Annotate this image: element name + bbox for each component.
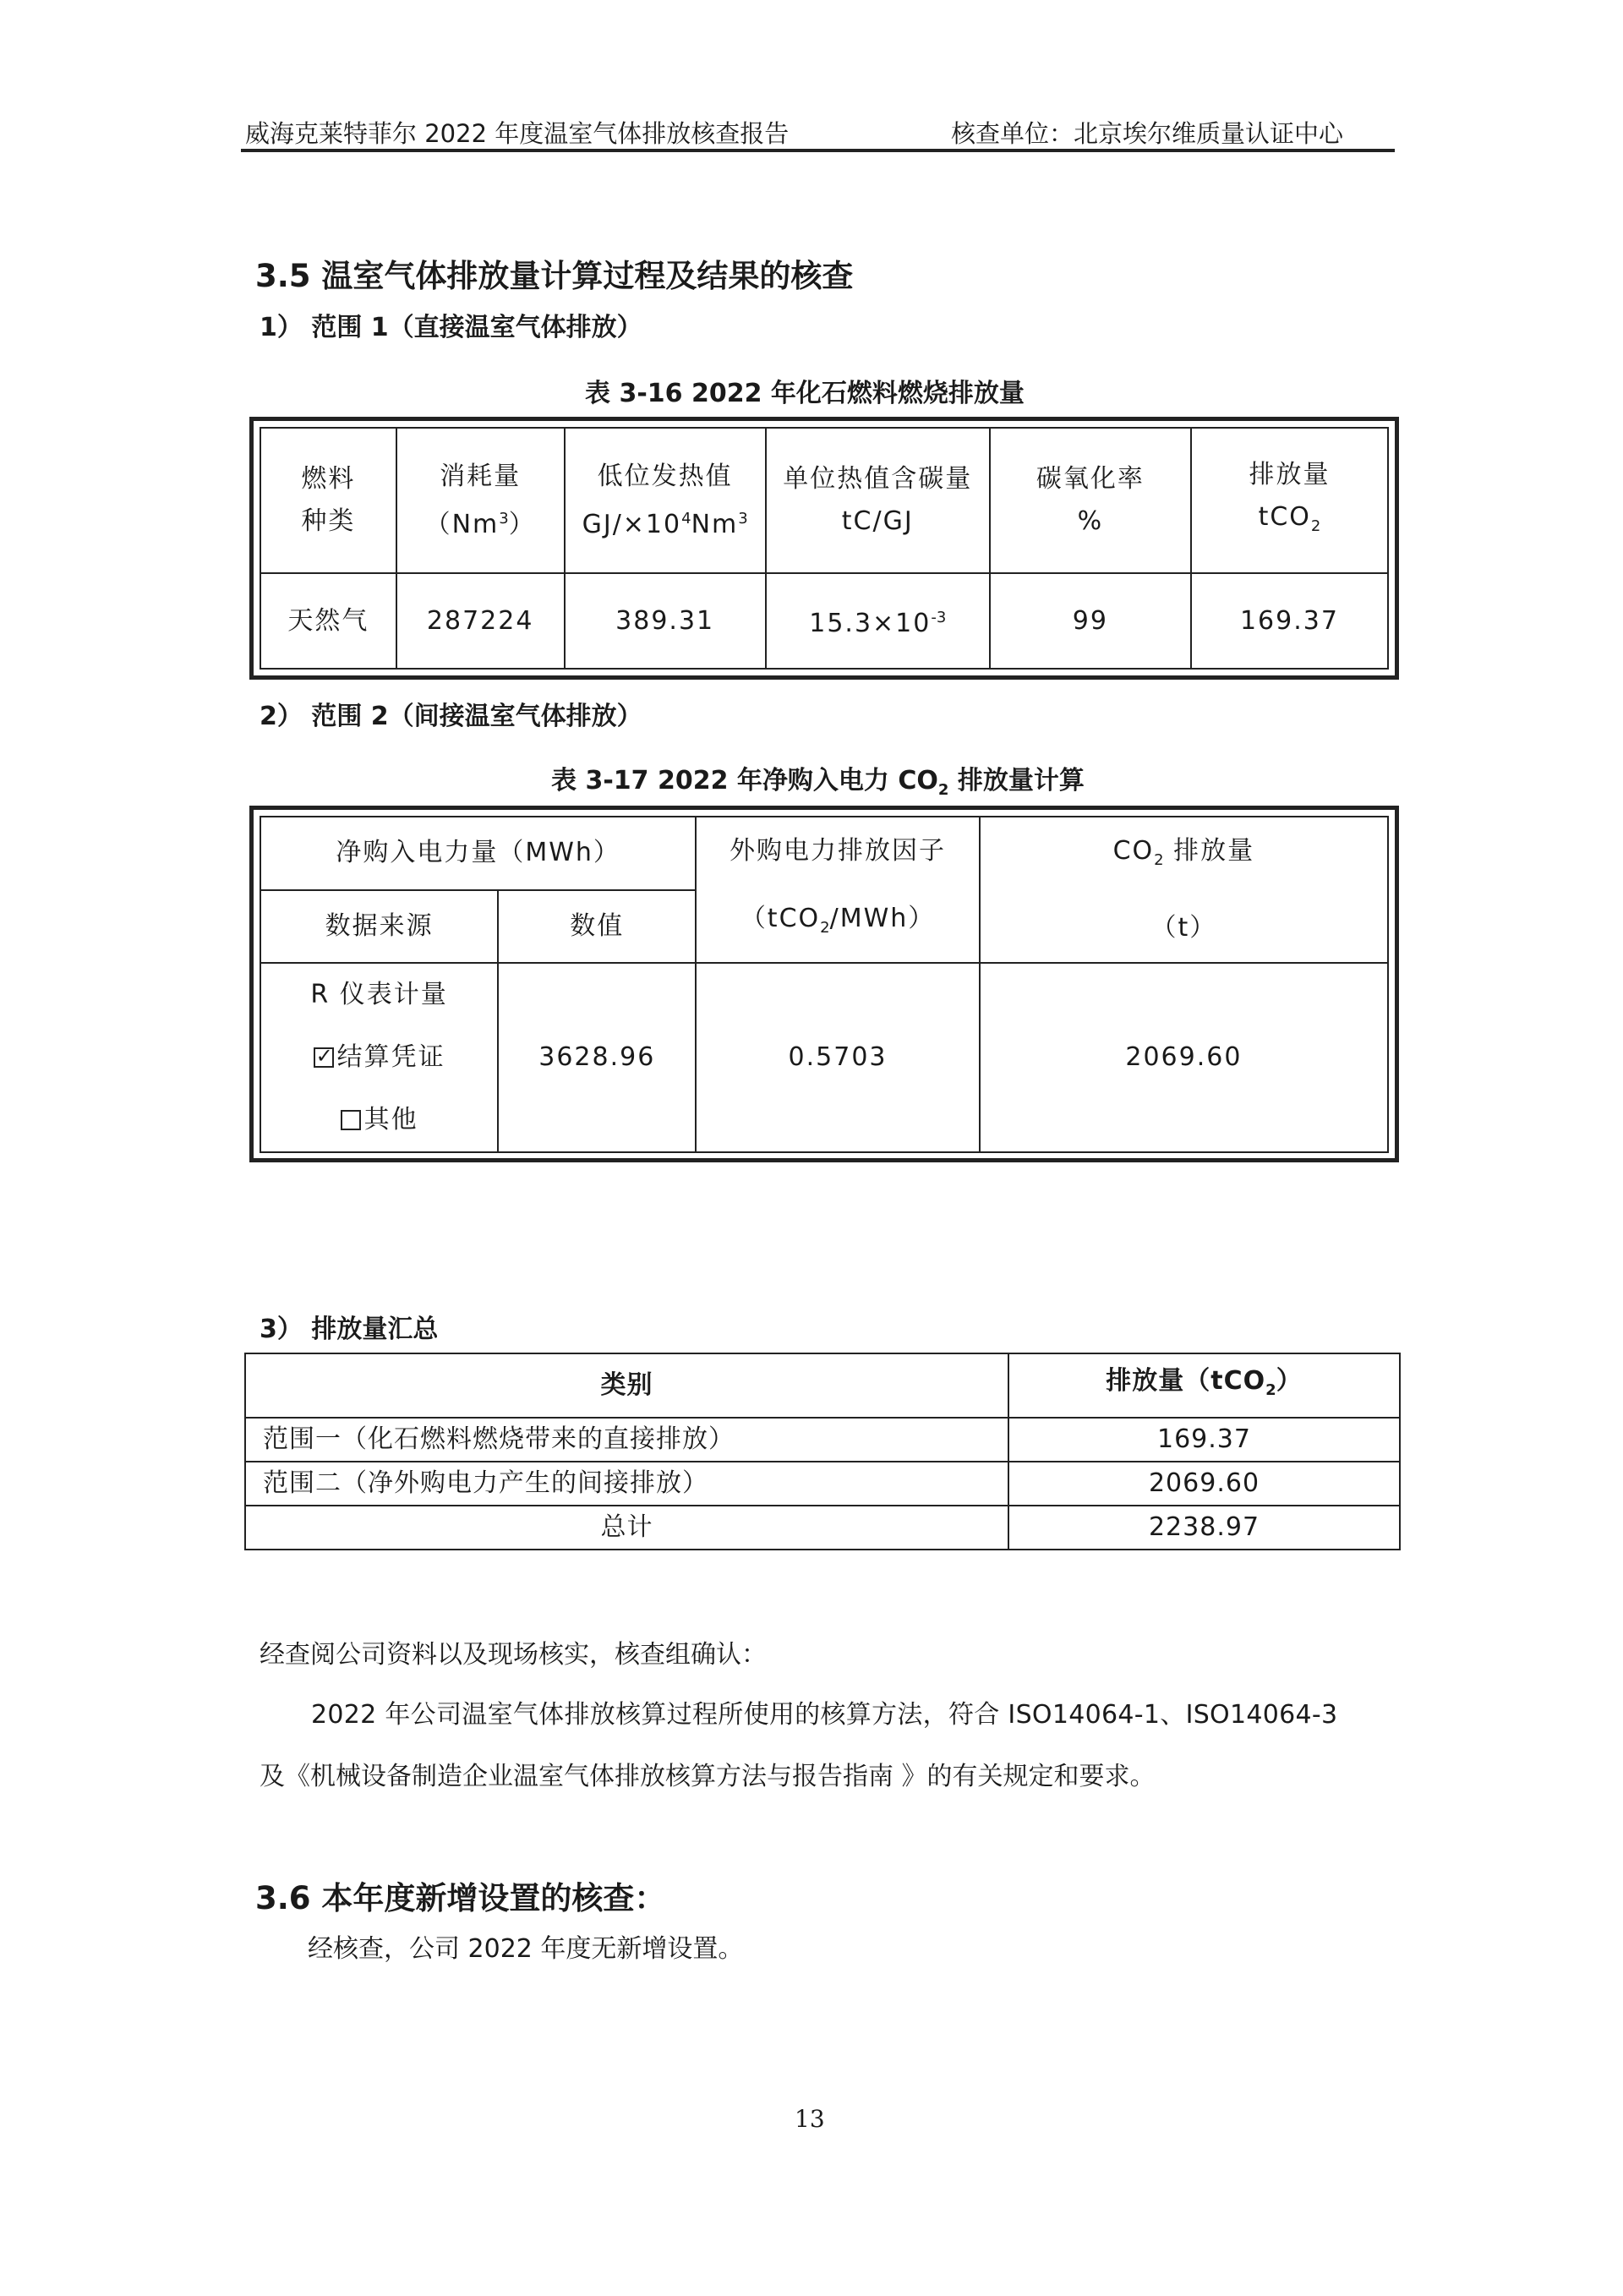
source-settlement: ✓ 结算凭证: [261, 1026, 497, 1089]
table-3-16-header-row: [260, 428, 1388, 573]
section-3-6-text: 经核查，公司 2022 年度无新增设置。: [308, 1934, 744, 1964]
page-number: 13: [795, 2105, 825, 2133]
cell-co2: 2069.60: [980, 963, 1388, 1152]
table-row: [260, 573, 1388, 669]
header-low-heat-value: 低位发热值 $GJ/\times 10^4Nm^3$: [565, 428, 766, 573]
conclusion-intro: 经查阅公司资料以及现场核实，核查组确认：: [260, 1640, 767, 1670]
checked-checkbox-icon: ✓: [314, 1047, 334, 1068]
source-other: 其他: [261, 1089, 497, 1151]
cell-carbon-content: $15.3\times 10^{-3}$: [766, 573, 990, 669]
cell-fuel: 天然气: [260, 573, 396, 669]
header-consumption: 消耗量 （Nm$^3$）: [396, 428, 565, 573]
summary-header-category: 类别: [245, 1353, 1008, 1418]
cell-oxidation: 99: [990, 573, 1191, 669]
header-verification-org: 核查单位：北京埃尔维质量认证中心: [951, 119, 1344, 148]
table-row: [245, 1418, 1400, 1462]
table-3-16: [249, 417, 1399, 680]
header-emission-factor: 外购电力排放因子 （tCO$_2$/MWh）: [696, 817, 980, 963]
header-report-title: 威海克莱特菲尔 2022 年度温室气体排放核查报告: [245, 119, 790, 148]
header-value: 数值: [498, 890, 696, 964]
table-3-17-caption: 表 3-17 2022 年净购入电力 $CO_2$ 排放量计算: [551, 766, 1085, 799]
table-row: [245, 1462, 1400, 1506]
table-row-total: [245, 1506, 1400, 1550]
header-oxidation-rate: 碳氧化率 %: [990, 428, 1191, 573]
summary-header-emission: 排放量（tCO$_2$）: [1008, 1353, 1400, 1418]
summary-category: 范围一（化石燃料燃烧带来的直接排放）: [245, 1418, 1008, 1462]
cell-factor: 0.5703: [696, 963, 980, 1152]
table-3-16-caption: 表 3-16 2022 年化石燃料燃烧排放量: [585, 379, 1025, 408]
summary-emission: 2069.60: [1008, 1462, 1400, 1506]
header-emission: 排放量 tCO$_2$: [1191, 428, 1388, 573]
header-co2-emission: $CO_2$ 排放量 （t）: [980, 817, 1388, 963]
header-rule: [241, 149, 1395, 152]
header-net-purchase: 净购入电力量（MWh）: [260, 817, 696, 890]
scope2-heading: 2） 范围 2（间接温室气体排放）: [260, 702, 642, 731]
conclusion-line-2: 及《机械设备制造企业温室气体排放核算方法与报告指南 》的有关规定和要求。: [260, 1762, 1156, 1791]
scope1-heading: 1） 范围 1（直接温室气体排放）: [260, 313, 642, 342]
cell-heat-value: 389.31: [565, 573, 766, 669]
cell-data-sources: [260, 963, 498, 1152]
cell-consumption: 287224: [396, 573, 565, 669]
empty-checkbox-icon: [341, 1110, 361, 1130]
section-3-5-heading: 3.5 温室气体排放量计算过程及结果的核查: [255, 258, 854, 294]
table-row: [260, 963, 1388, 1152]
summary-total-value: 2238.97: [1008, 1506, 1400, 1550]
summary-table: [244, 1353, 1399, 1549]
header-carbon-content: 单位热值含碳量 tC/GJ: [766, 428, 990, 573]
summary-heading: 3） 排放量汇总: [260, 1315, 439, 1344]
source-meter: R 仪表计量: [310, 980, 448, 1009]
conclusion-line-1: 2022 年公司温室气体排放核算过程所使用的核算方法，符合 ISO14064-1、ISO14064-3: [311, 1700, 1338, 1730]
summary-emission: 169.37: [1008, 1418, 1400, 1462]
cell-value: 3628.96: [498, 963, 696, 1152]
summary-total-label: 总计: [245, 1506, 1008, 1550]
table-3-17: [249, 806, 1399, 1162]
cell-emission: 169.37: [1191, 573, 1388, 669]
header-fuel-type: 燃料 种类: [260, 428, 396, 573]
header-data-source: 数据来源: [260, 890, 498, 964]
section-3-6-heading: 3.6 本年度新增设置的核查：: [255, 1880, 666, 1916]
summary-category: 范围二（净外购电力产生的间接排放）: [245, 1462, 1008, 1506]
